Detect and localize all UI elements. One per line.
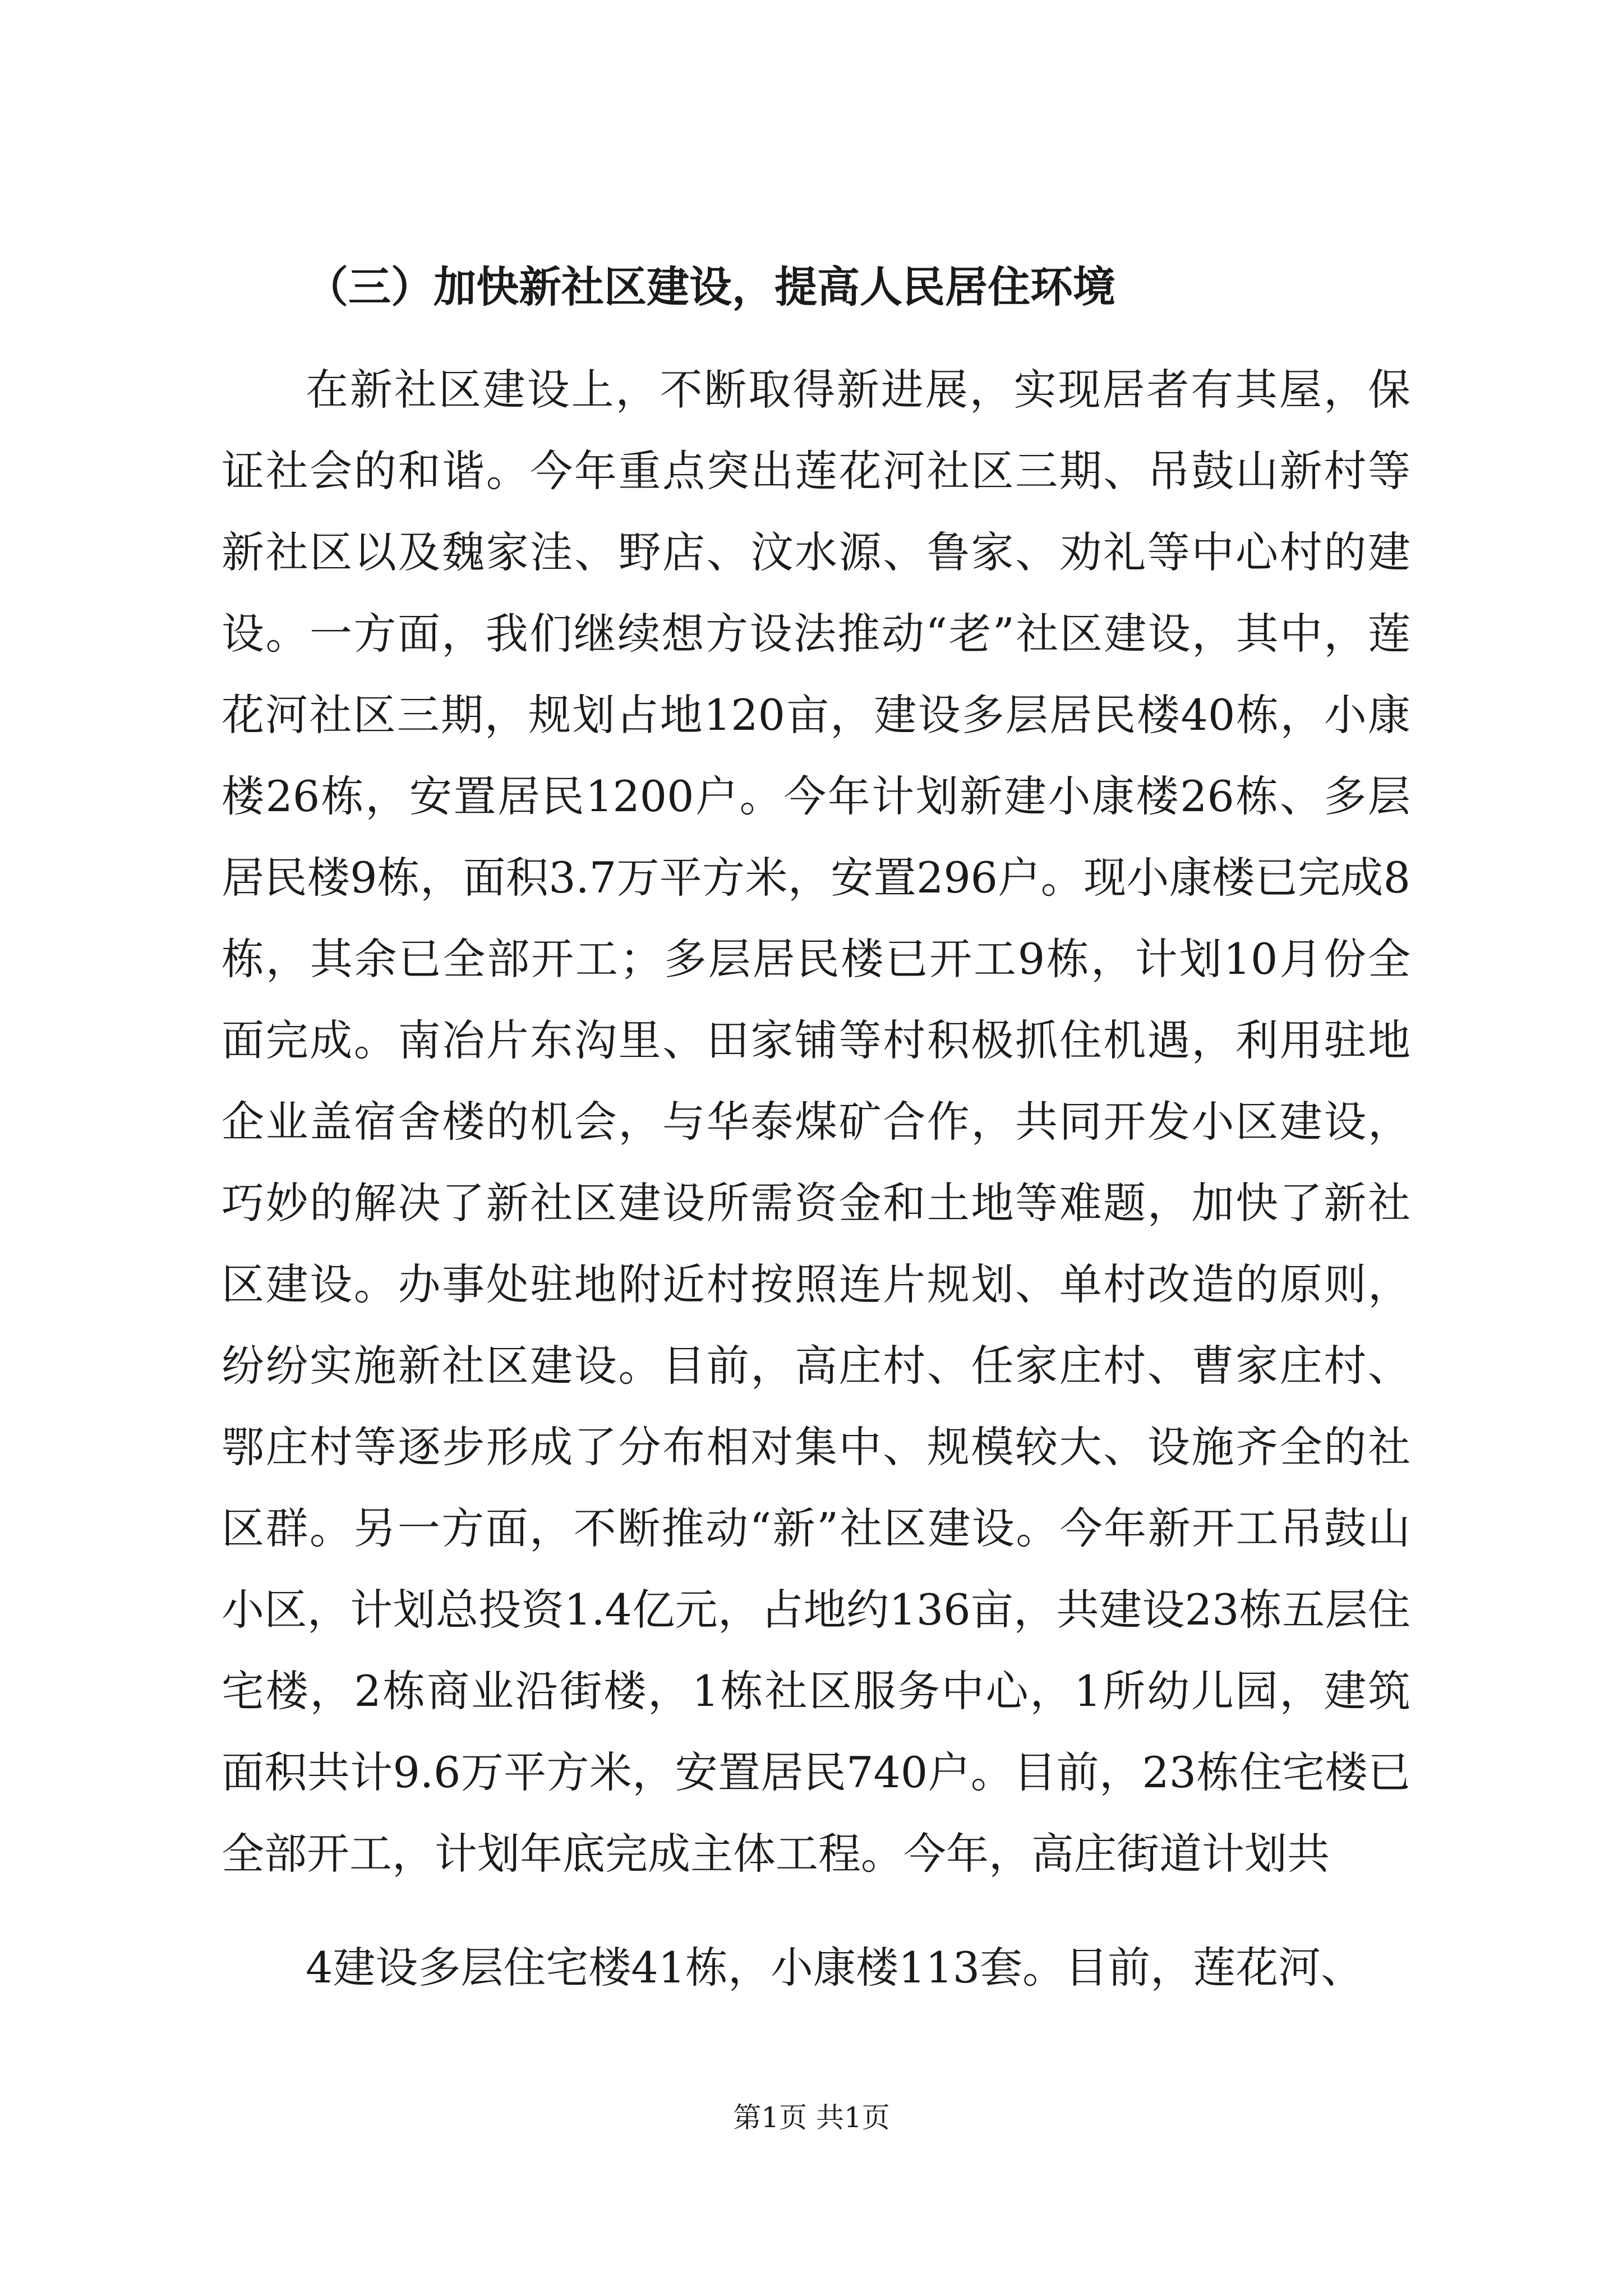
continued-paragraph: 4建设多层住宅楼41栋，小康楼113套。目前，莲花河、	[306, 1943, 1364, 1993]
body-paragraph: 在新社区建设上，不断取得新进展，实现居者有其屋，保证社会的和谐。今年重点突出莲花河社区三期、吊鼓山新村等新社区以及魏家洼、野店、汶水源、鲁家、劝礼等中心村的建设。一方面，我们继续想方设法推动“老”社区建设，其中，莲花河社区三期，规划占地120亩，建设多层居民楼40栋，小康楼26栋，安置居民1200户。今年计划新建小康楼26栋、多层居民楼9栋，面积3.7万平方米，安置296户。现小康楼已完成8栋，其余已全部开工；多层居民楼已开工9栋，计划10月份全面完成。南冶片东沟里、田家铺等村积极抓住机遇，利用驻地企业盖宿舍楼的机会，与华泰煤矿合作，共同开发小区建设，巧妙的解决了新社区建设所需资金和土地等难题，加快了新社区建设。办事处驻地附近村按照连片规划、单村改造的原则，纷纷实施新社区建设。目前，高庄村、任家庄村、曹家庄村、鄂庄村等逐步形成了分布相对集中、规模较大、设施齐全的社区群。另一方面，不断推动“新”社区建设。今年新开工吊鼓山小区，计划总投资1.4亿元，占地约136亩，共建设23栋五层住宅楼，2栋商业沿街楼，1栋社区服务中心，1所幼儿园，建筑面积共计9.6万平方米，安置居民740户。目前，23栋住宅楼已全部开工，计划年底完成主体工程。今年，高庄街道计划共	[222, 365, 1410, 1879]
page-footer: 第1页 共1页	[733, 2101, 890, 2134]
document-body	[222, 259, 1410, 2008]
section-heading: （三）加快新社区建设，提高人民居住环境	[306, 262, 1115, 312]
